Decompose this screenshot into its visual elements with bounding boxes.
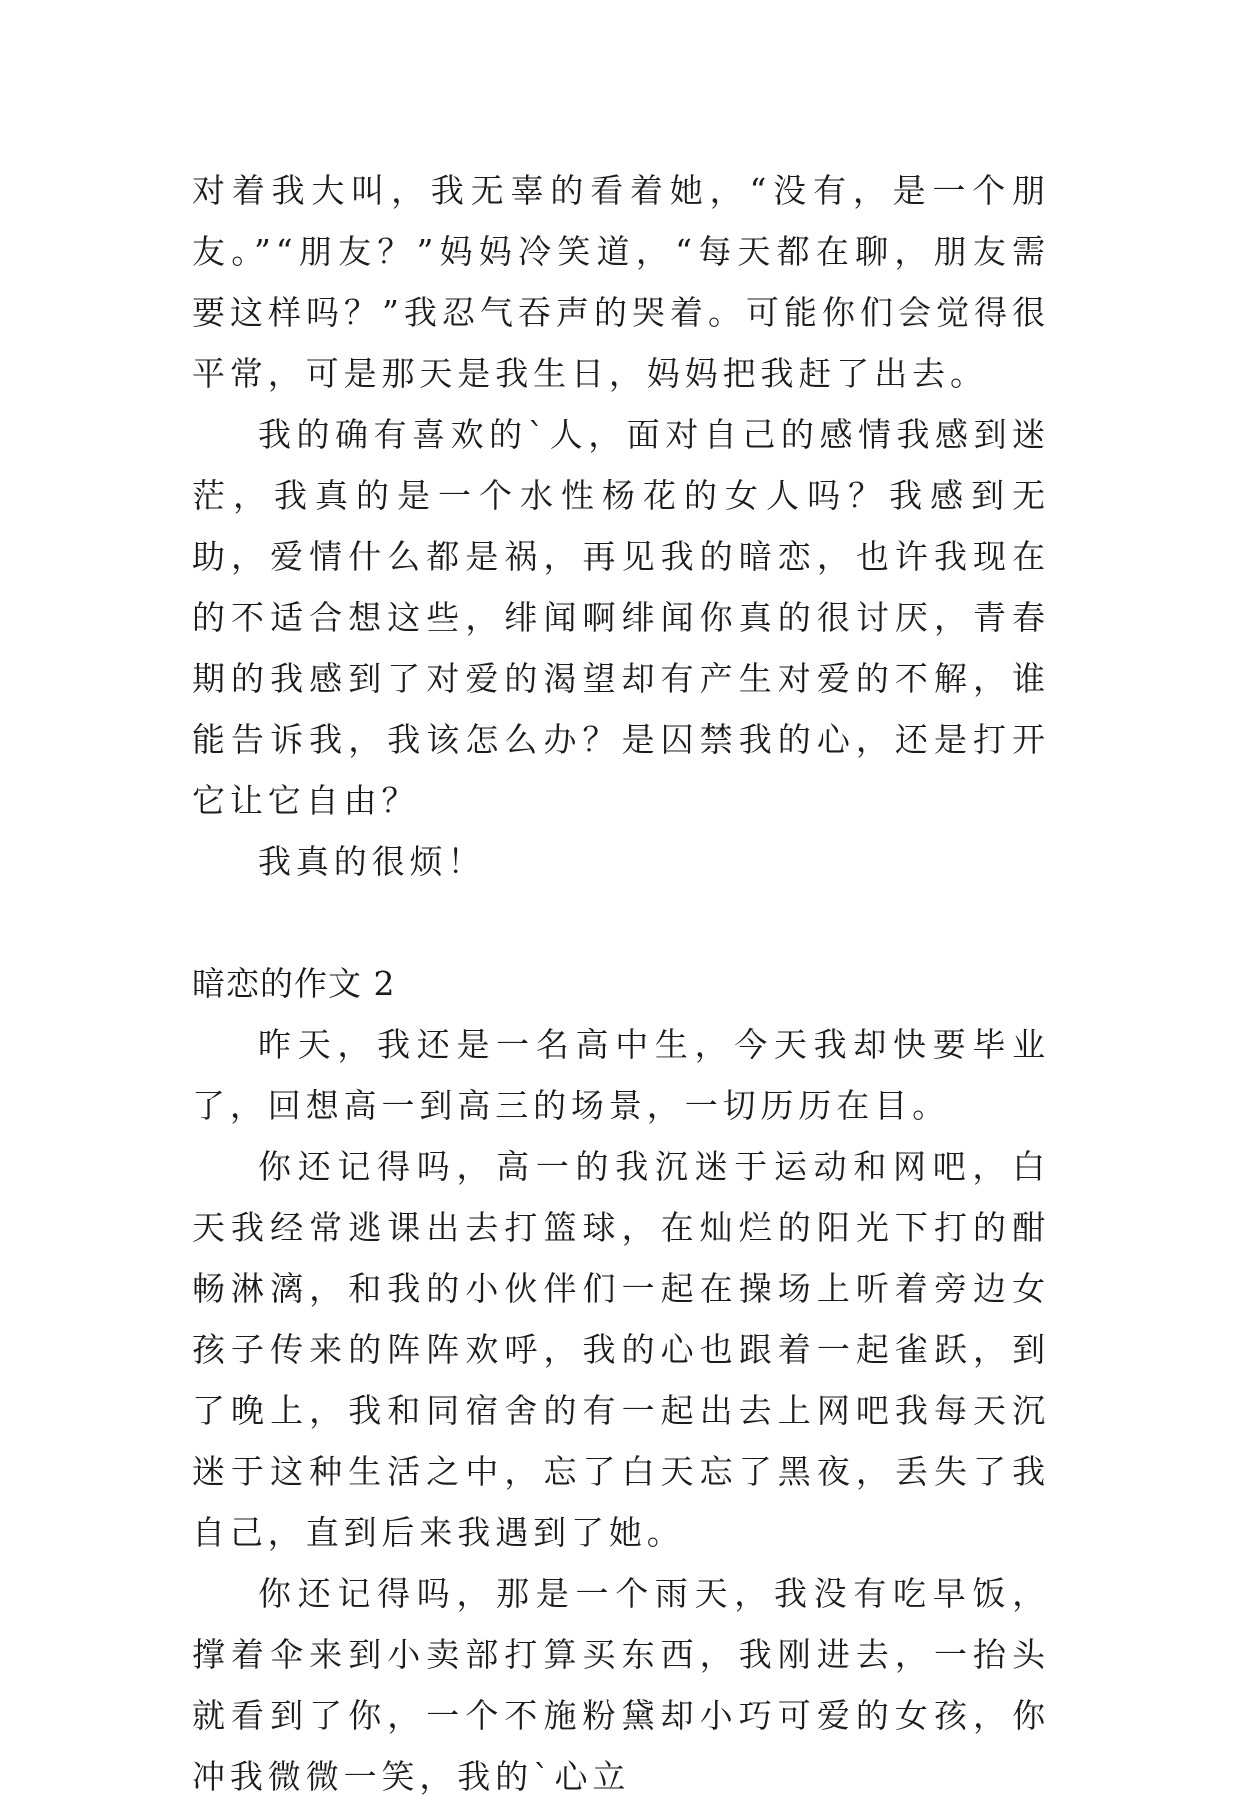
paragraph: 你还记得吗，高一的我沉迷于运动和网吧，白天我经常逃课出去打篮球，在灿烂的阳光下打的酣畅淋漓，和我的小伙伴们一起在操场上听着旁边女孩子传来的阵阵欢呼，我的心也跟着一起雀跃，到了晚上，我和同宿舍的有一起出去上网吧我每天沉迷于这种生活之中，忘了白天忘了黑夜，丢失了我自己，直到后来我遇到了她。 [192,1147,1050,1552]
paragraph: 我的确有喜欢的`人，面对自己的感情我感到迷茫，我真的是一个水性杨花的女人吗？我感到无助，爱情什么都是祸，再见我的暗恋，也许我现在的不适合想这些，绯闻啊绯闻你真的很讨厌，青春期的我感到了对爱的渴望却有产生对爱的不解，谁能告诉我，我该怎么办？是囚禁我的心，还是打开它让它自由？ [192,415,1050,820]
paragraph: 昨天，我还是一名高中生，今天我却快要毕业了，回想高一到高三的场景，一切历历在目。 [192,1025,1050,1125]
document-body [192,160,1050,1807]
paragraph: 我真的很烦！ [258,842,486,881]
section-spacer [192,892,1050,953]
section-heading: 暗恋的作文 2 [192,964,396,1003]
paragraph: 对着我大叫，我无辜的看着她，“没有，是一个朋友。”“朋友？”妈妈冷笑道，“每天都在聊，朋友需要这样吗？”我忍气吞声的哭着。可能你们会觉得很平常，可是那天是我生日，妈妈把我赶了出去。 [192,171,1050,393]
paragraph: 你还记得吗，那是一个雨天，我没有吃早饭，撑着伞来到小卖部打算买东西，我刚进去，一抬头就看到了你，一个不施粉黛却小巧可爱的女孩，你冲我微微一笑，我的`心立 [192,1574,1050,1796]
